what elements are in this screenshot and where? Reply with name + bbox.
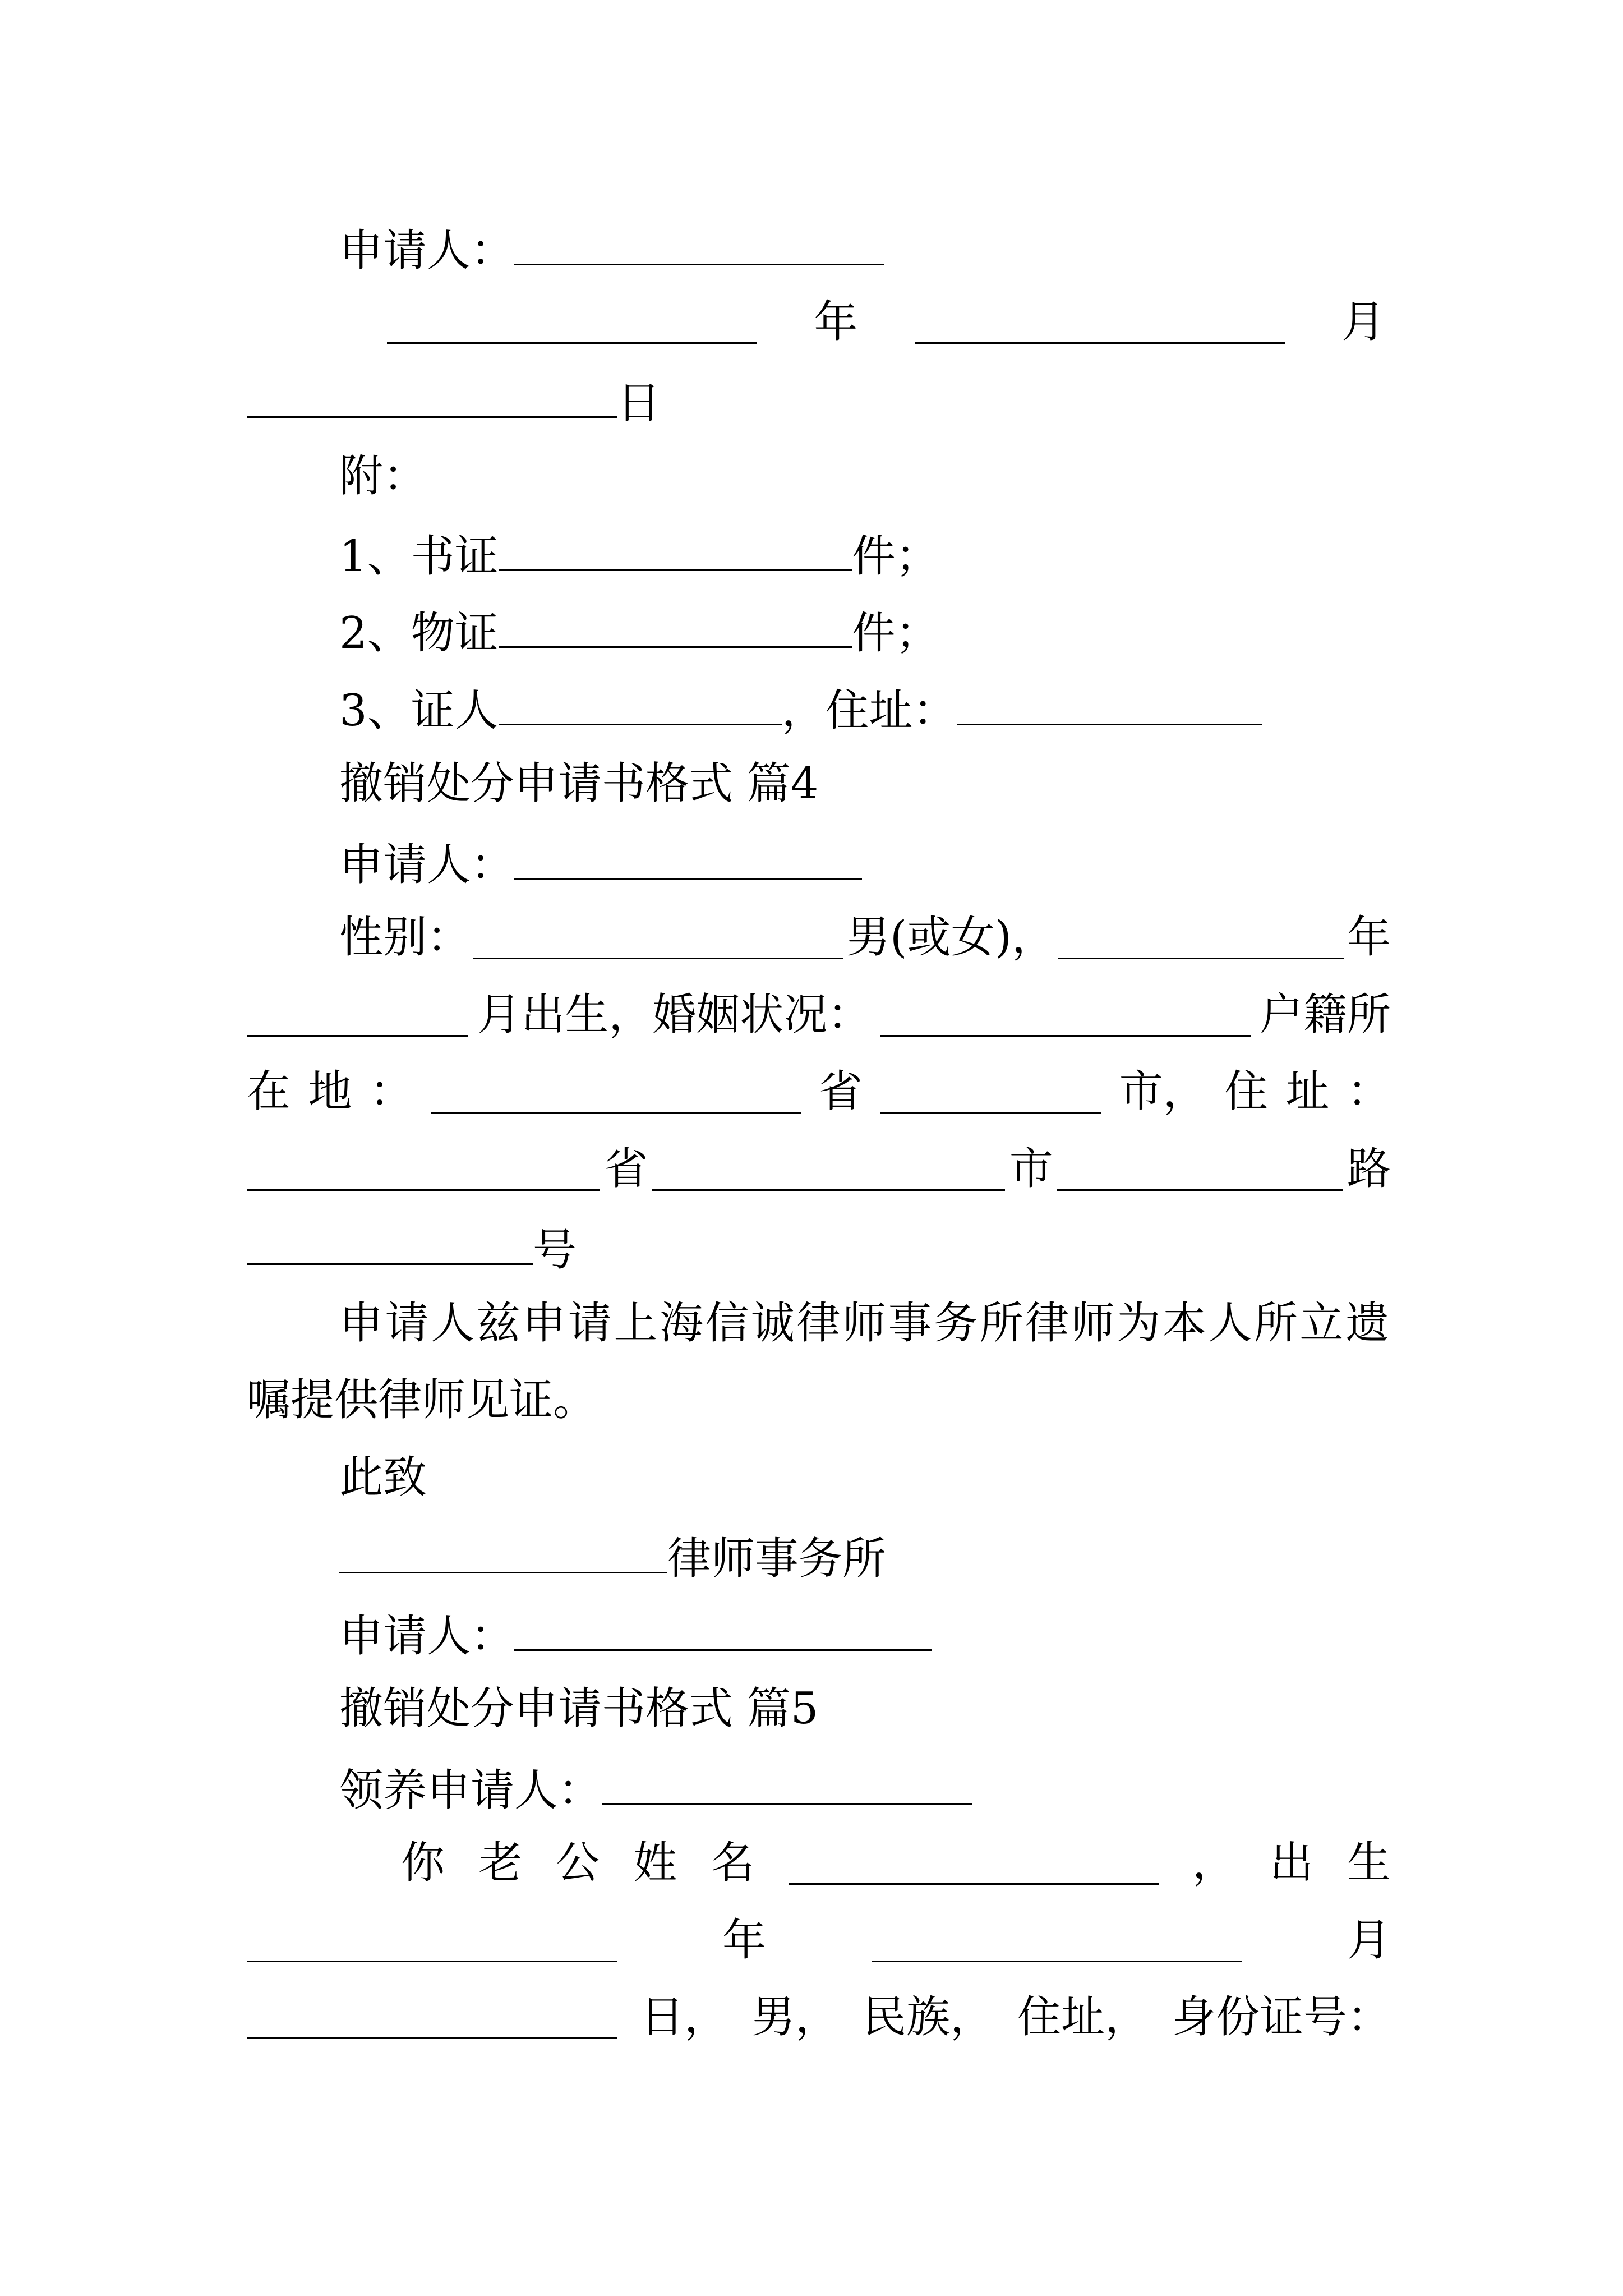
adopt-applicant-blank	[602, 1764, 972, 1805]
birth-year-label: 年	[1347, 912, 1391, 963]
address-number-line	[247, 1224, 577, 1276]
husband-char-5: 名	[711, 1838, 755, 1888]
body-paragraph-line2: 嘱提供律师见证。	[247, 1375, 597, 1425]
gender-line	[339, 912, 1391, 963]
section4-applicant-label: 申请人：	[339, 840, 515, 890]
item1-suffix: 件；	[851, 531, 939, 582]
hukou-char-1: 在	[247, 1066, 291, 1117]
item2-suffix: 件；	[851, 608, 939, 659]
husband-char-2: 老	[478, 1838, 523, 1888]
adopt-applicant-line	[339, 1764, 972, 1816]
item1-prefix: 1、书证	[339, 531, 499, 582]
hukou-char-3: ：	[369, 1066, 413, 1117]
item2-blank	[499, 607, 852, 648]
hukou-city-blank	[880, 1073, 1101, 1114]
attachment-item-3	[339, 684, 1262, 736]
birth-char-1: 出	[1269, 1838, 1313, 1888]
husband-birth-day-blank	[247, 1998, 617, 2039]
gender-options: 男(或女)，	[846, 912, 1055, 963]
address-road-blank	[1057, 1150, 1343, 1191]
husband-birth-year-label: 年	[722, 1915, 766, 1966]
hukou-char-2: 地	[308, 1066, 352, 1117]
address-char-1: 住	[1224, 1066, 1269, 1117]
applicant-line	[339, 224, 884, 276]
attachment-item-1	[339, 530, 939, 582]
year-label: 年	[814, 297, 858, 347]
address-province-blank	[247, 1150, 600, 1191]
law-firm-line	[339, 1533, 887, 1584]
hukou-city-label: 市，	[1119, 1066, 1207, 1117]
husband-birth-year-blank	[247, 1921, 617, 1962]
day-line	[247, 377, 661, 429]
detail-gender: 男，	[751, 1992, 839, 2042]
applicant-label: 申请人：	[339, 226, 515, 276]
birth-month-blank	[247, 996, 468, 1037]
hukou-province-label: 省	[818, 1066, 863, 1117]
applicant-blank	[514, 224, 884, 265]
item3-prefix: 3、证人	[339, 685, 499, 736]
witness-address-blank	[957, 684, 1262, 725]
detail-ethnicity: 民族，	[862, 1992, 994, 2042]
husband-name-blank	[789, 1844, 1159, 1885]
hukou-province-blank	[431, 1073, 801, 1114]
item1-blank	[499, 530, 852, 571]
address-line	[247, 1144, 1391, 1194]
address-number-label: 号	[533, 1225, 577, 1276]
salutation: 此致	[339, 1452, 427, 1503]
detail-address: 住址，	[1017, 1992, 1149, 2042]
husband-comma: ，	[1192, 1838, 1236, 1888]
day-blank	[247, 377, 617, 418]
marital-blank	[880, 996, 1251, 1037]
marital-line	[247, 990, 1391, 1040]
attachment-item-2	[339, 607, 939, 659]
husband-char-1: 你	[401, 1838, 445, 1888]
address-number-blank	[247, 1224, 533, 1265]
date-line	[387, 297, 1385, 347]
hukou-line	[247, 1066, 1391, 1117]
husband-birth-month-label: 月	[1347, 1915, 1391, 1966]
section4-applicant-line	[339, 839, 862, 890]
detail-day: 日，	[640, 1992, 728, 2042]
husband-char-3: 公	[556, 1838, 600, 1888]
husband-birth-line	[247, 1915, 1391, 1966]
item2-prefix: 2、物证	[339, 608, 499, 659]
gender-blank	[473, 918, 843, 959]
month-label: 月	[1341, 297, 1385, 347]
law-firm-label: 律师事务所	[667, 1534, 887, 1584]
address-province-label: 省	[604, 1144, 648, 1194]
husband-birth-month-blank	[872, 1921, 1242, 1962]
month-blank	[915, 303, 1285, 344]
item3-address-label: ，住址：	[781, 685, 957, 736]
section4-signature-blank	[514, 1610, 932, 1651]
husband-details-line	[247, 1992, 1391, 2042]
address-char-3: ：	[1347, 1066, 1391, 1117]
body-paragraph-line1: 申请人兹申请上海信诚律师事务所律师为本人所立遗	[339, 1298, 1391, 1349]
section4-signature-label: 申请人：	[339, 1611, 515, 1662]
birth-char-2: 生	[1347, 1838, 1391, 1888]
witness-blank	[499, 684, 782, 725]
year-blank	[387, 303, 757, 344]
section5-heading: 撤销处分申请书格式 篇5	[339, 1683, 819, 1734]
birth-year-blank	[1058, 918, 1344, 959]
section4-heading: 撤销处分申请书格式 篇4	[339, 758, 819, 809]
husband-name-line	[401, 1838, 1391, 1888]
address-road-label: 路	[1347, 1144, 1391, 1194]
section4-signature-line	[339, 1610, 932, 1662]
address-city-label: 市	[1009, 1144, 1053, 1194]
attachment-label: 附：	[339, 451, 427, 501]
gender-label: 性别：	[339, 912, 471, 963]
section4-applicant-blank	[514, 839, 862, 880]
husband-char-4: 姓	[633, 1838, 677, 1888]
adopt-applicant-label: 领养申请人：	[339, 1765, 602, 1816]
law-firm-blank	[339, 1533, 667, 1573]
day-label: 日	[617, 378, 661, 429]
hukou-label-part1: 户籍所	[1259, 990, 1391, 1040]
address-city-blank	[652, 1150, 1005, 1191]
detail-id-number: 身份证号：	[1172, 1992, 1391, 2042]
address-char-2: 址	[1285, 1066, 1330, 1117]
birth-marital-label: 月出生，婚姻状况：	[477, 990, 872, 1040]
